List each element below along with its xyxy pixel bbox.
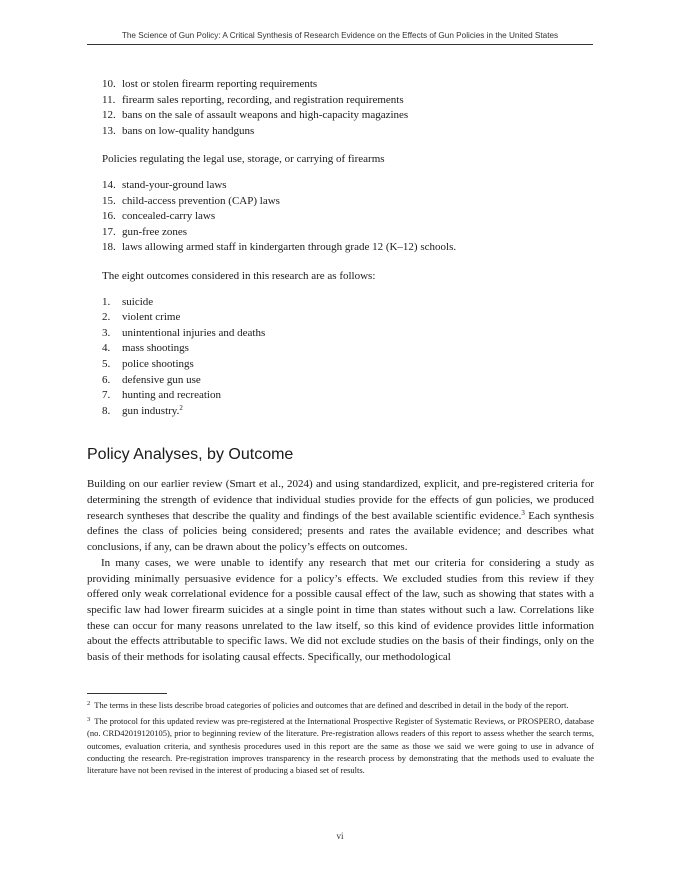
list-item: 2. violent crime (102, 311, 181, 324)
list-item: 14. stand-your-ground laws (102, 178, 227, 191)
footnote: $^3$ The protocol for this updated review was pre-registered at the International Prospective Register of Systematic Reviews, or PROSPERO, database (no. CRD42019120105), prior to beginning review of the literature. Pre-registration allows readers of this report to assess whether the search terms, outcomes, evaluation criteria, and synthesis procedures used in this report are the same as those we said we were going to use in advance of conducting the research. Pre-registration improves transparency in the research process by demonstrating that the methods used to evaluate the literature have not been revised in the interest of producing a biased set of results. (87, 716, 594, 776)
policy-list-continued (87, 77, 594, 139)
list-item: 17. gun-free zones (102, 225, 188, 238)
running-header: The Science of Gun Policy: A Critical Synthesis of Research Evidence on the Effects of Gun Policies in the United States (87, 31, 593, 45)
list-item: 13. bans on low-quality handguns (102, 124, 255, 137)
list-item: 6. defensive gun use (102, 373, 201, 386)
list-item: 10. lost or stolen firearm reporting requirements (102, 78, 318, 90)
footnote: $^2$ The terms in these lists describe broad categories of policies and outcomes that are defined and described in detail in the body of the report. (87, 700, 569, 710)
list-item: 8. gun industry.$^2$ (102, 403, 183, 417)
list-item: 4. mass shootings (102, 342, 189, 355)
footnote-divider (87, 693, 167, 694)
list-item: 15. child-access prevention (CAP) laws (102, 194, 280, 207)
policy-list-group2 (87, 178, 594, 256)
footnotes (87, 693, 594, 780)
main-content (87, 77, 594, 666)
outcomes-list (87, 295, 594, 420)
list-item: 1. suicide (102, 295, 154, 308)
list-item: 11. firearm sales reporting, recording, and registration requirements (102, 93, 404, 106)
list-item: 18. laws allowing armed staff in kindergarten through grade 12 (K–12) schools. (102, 241, 457, 254)
footnote-ref[interactable]: 3 (521, 508, 525, 517)
list-item: 7. hunting and recreation (102, 389, 221, 402)
body-paragraph: Building on our earlier review (Smart et al., 2024) and using standardized, explicit, and pre-registered criteria for determining the strength of evidence that individual studies provide for the effects of gun policies, we produced research syntheses that describe the quality and findings of the best available scientific evidence.$^3$ Each synthesis defines the class of policies being considered; presents and rates the available evidence; and describes what conclusions, if any, can be drawn about the policy’s effects on outcomes. (87, 478, 594, 554)
list-item: 12. bans on the sale of assault weapons and high-capacity magazines (102, 109, 409, 122)
footnote-ref[interactable]: 2 (179, 403, 183, 412)
list-item: 5. police shootings (102, 357, 194, 370)
list-item: 3. unintentional injuries and deaths (102, 326, 266, 339)
page-number: vi (336, 831, 344, 841)
policy-group-label: Policies regulating the legal use, storage, or carrying of firearms (102, 153, 385, 166)
body-paragraph: In many cases, we were unable to identify any research that met our criteria for considering a study as providing minimally persuasive evidence for a policy’s effects. We excluded studies from this review if they offered only weak correlational evidence for a possible causal effect of the law, such as showing that states with a specific law had lower firearm suicides at a single point in time than states without such a law. Correlations like these can occur for many reasons unrelated to the law itself, so this kind of evidence provides little information about the effects attributable to specific laws. We did not exclude studies on the basis of their findings, only on the basis of their methods for isolating causal effects. Specifically, our methodological (87, 556, 594, 664)
section-heading: Policy Analyses, by Outcome (87, 446, 294, 464)
list-item: 16. concealed-carry laws (102, 210, 216, 223)
outcomes-intro: The eight outcomes considered in this research are as follows: (102, 269, 376, 282)
